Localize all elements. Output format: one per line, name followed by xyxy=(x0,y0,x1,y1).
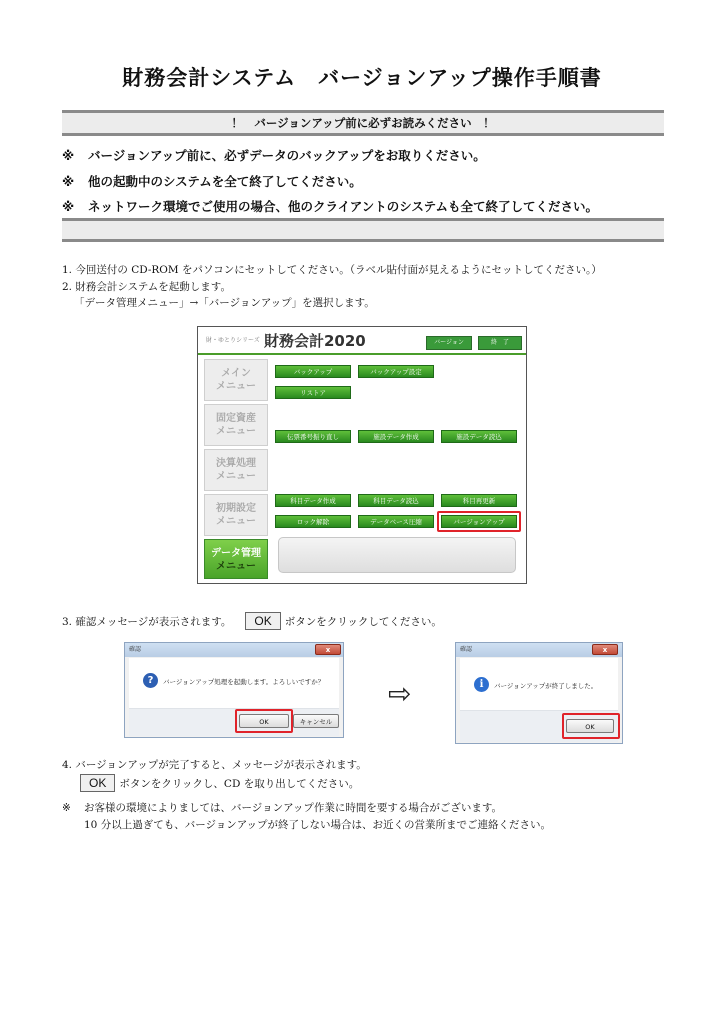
step-4: 4. バージョンアップが完了すると、メッセージが表示されます。 xyxy=(62,759,367,771)
menu-fixed-assets[interactable] xyxy=(204,404,268,446)
menu-label: 決算処理 xyxy=(216,458,256,469)
menu-label: メニュー xyxy=(216,426,256,437)
complete-dialog xyxy=(455,642,623,744)
menu-label: メニュー xyxy=(216,471,256,482)
app-screenshot xyxy=(197,326,527,584)
step-4-text: ボタンをクリックし、CD を取り出してください。 xyxy=(119,778,360,790)
note xyxy=(62,800,502,815)
step-3-text: 3. 確認メッセージが表示されます。 xyxy=(62,616,232,628)
dialog-title: 確認 xyxy=(456,643,622,657)
confirm-dialog xyxy=(124,642,344,738)
step-2: 2. 財務会計システムを起動します。 xyxy=(62,281,231,293)
warning-banner: ！ バージョンアップ前に必ずお読みください ！ xyxy=(62,110,664,136)
menu-label: メニュー xyxy=(216,516,256,527)
warning-mark: ※ xyxy=(62,174,75,189)
account-read-button[interactable]: 科目データ読込 xyxy=(358,494,434,507)
warning-text: 他の起動中のシステムを全て終了してください。 xyxy=(88,174,362,189)
ok-button[interactable]: OK xyxy=(566,719,614,733)
cancel-button[interactable]: キャンセル xyxy=(293,714,339,728)
menu-settlement[interactable] xyxy=(204,449,268,491)
dialog-message: バージョンアップ処理を起動します。よろしいですか？ xyxy=(163,678,325,686)
menu-label: 初期設定 xyxy=(216,503,256,514)
menu-initial-settings[interactable] xyxy=(204,494,268,536)
menu-label: メニュー xyxy=(216,561,256,572)
warning-mark: ※ xyxy=(62,148,75,163)
ok-button[interactable]: OK xyxy=(239,714,289,728)
version-up-highlight xyxy=(437,511,521,532)
facility-read-button[interactable]: 施設データ読込 xyxy=(441,430,517,443)
menu-label: メニュー xyxy=(216,381,256,392)
info-icon: i xyxy=(474,677,489,692)
db-compress-button[interactable]: データベース圧縮 xyxy=(358,515,434,528)
dialog-message: バージョンアップが終了しました。 xyxy=(494,682,598,690)
backup-settings-button[interactable]: バックアップ設定 xyxy=(358,365,434,378)
menu-data-management[interactable] xyxy=(204,539,268,579)
exit-button[interactable]: 終 了 xyxy=(478,336,522,350)
step-4-detail xyxy=(76,774,359,792)
facility-create-button[interactable]: 施設データ作成 xyxy=(358,430,434,443)
app-series-label: 財・ゆとりシリーズ xyxy=(206,337,260,344)
dialog-title: 確認 xyxy=(125,643,343,657)
backup-button[interactable]: バックアップ xyxy=(275,365,351,378)
ok-label: OK xyxy=(80,774,115,792)
step-2-detail: 「データ管理メニュー」→「バージョンアップ」を選択します。 xyxy=(74,297,375,309)
warning-item xyxy=(62,197,598,215)
lock-release-button[interactable]: ロック解除 xyxy=(275,515,351,528)
step-3 xyxy=(62,612,442,630)
warning-text: ネットワーク環境でご使用の場合、他のクライアントのシステムも全て終了してください。 xyxy=(88,199,599,214)
voucher-renumber-button[interactable]: 伝票番号振り直し xyxy=(275,430,351,443)
warning-mark: ※ xyxy=(62,199,75,214)
close-icon[interactable]: x xyxy=(592,644,618,655)
warning-text: バージョンアップ前に、必ずデータのバックアップをお取りください。 xyxy=(88,148,486,163)
note-line-2: 10 分以上過ぎても、バージョンアップが終了しない場合は、お近くの営業所までご連絡ください。 xyxy=(84,819,552,831)
app-title: 財務会計2020 xyxy=(264,332,366,350)
close-icon[interactable]: x xyxy=(315,644,341,655)
ok-label: OK xyxy=(245,612,280,630)
step-1: 1. 今回送付の CD-ROM をパソコンにセットしてください。（ラベル貼付面が見えるようにセットしてください。） xyxy=(62,264,602,276)
message-panel xyxy=(278,537,516,573)
menu-label: データ管理 xyxy=(211,548,261,559)
version-up-button[interactable]: バージョンアップ xyxy=(441,515,517,528)
note-line-1: お客様の環境によりましては、バージョンアップ作業に時間を要する場合がございます。 xyxy=(84,802,503,814)
restore-button[interactable]: リストア xyxy=(275,386,351,399)
warning-item xyxy=(62,172,362,190)
divider-band xyxy=(62,218,664,242)
note-mark: ※ xyxy=(62,802,71,814)
version-button[interactable]: バージョン xyxy=(426,336,472,350)
question-icon: ? xyxy=(143,673,158,688)
menu-label: メイン xyxy=(221,368,251,379)
page-title: 財務会計システム バージョンアップ操作手順書 xyxy=(122,66,602,90)
ok-highlight xyxy=(562,713,620,739)
account-update-button[interactable]: 科目再更新 xyxy=(441,494,517,507)
ok-highlight xyxy=(235,709,293,733)
menu-main[interactable] xyxy=(204,359,268,401)
menu-label: 固定資産 xyxy=(216,413,256,424)
arrow-right-icon: ⇨ xyxy=(388,677,412,710)
account-create-button[interactable]: 科目データ作成 xyxy=(275,494,351,507)
warning-item xyxy=(62,146,486,164)
step-3-text-post: ボタンをクリックしてください。 xyxy=(284,616,442,628)
